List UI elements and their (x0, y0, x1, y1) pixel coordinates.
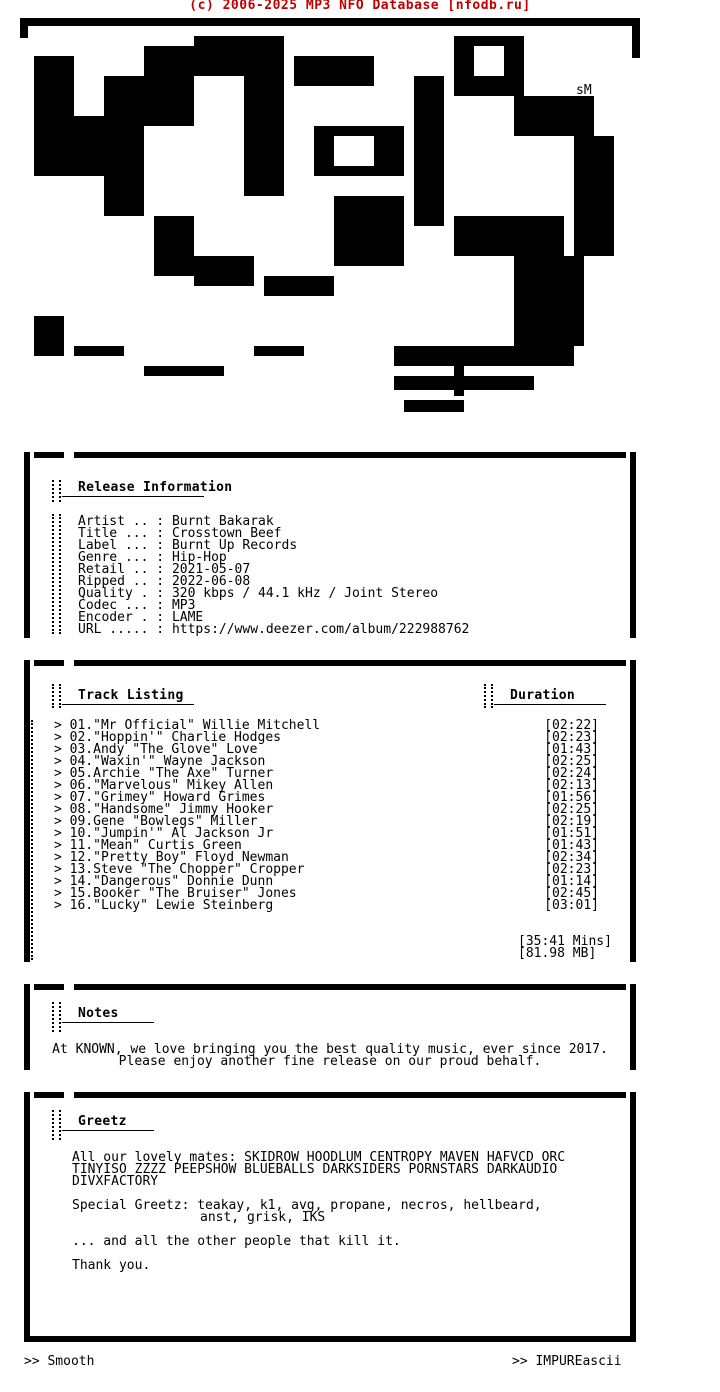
track-duration: [02:13] (544, 778, 599, 793)
track-duration: [02:23] (544, 730, 599, 745)
duration-heading: Duration (510, 688, 576, 703)
notes-line-1: At KNOWN, we love bringing you the best quality music, ever since 2017. (52, 1042, 608, 1057)
copyright-banner: (c) 2006-2025 MP3 NFO Database [nfodb.ru] (189, 0, 531, 13)
footer-credit-left: >> Smooth (24, 1354, 95, 1369)
ascii-art-logo (14, 16, 644, 446)
track-row: > 09.Gene "Bowlegs" Miller [02:19] (54, 814, 599, 829)
greetz-section (24, 1092, 636, 1342)
track-title: 13.Steve "The Chopper" Cropper (69, 862, 305, 877)
release-field-key: Genre ... (78, 550, 149, 565)
track-title: 16."Lucky" Lewie Steinberg (69, 898, 274, 913)
track-title: 15.Booker "The Bruiser" Jones (69, 886, 297, 901)
release-field-key: Ripped .. (78, 574, 149, 589)
track-duration: [01:51] (544, 826, 599, 841)
notes-section (24, 984, 636, 1070)
track-duration: [02:45] (544, 886, 599, 901)
track-duration: [01:14] (544, 874, 599, 889)
release-info-heading: Release Information (78, 480, 233, 495)
track-title: 05.Archie "The Axe" Turner (69, 766, 274, 781)
release-field: Encoder . : LAME (78, 610, 204, 625)
track-row: > 15.Booker "The Bruiser" Jones [02:45] (54, 886, 599, 901)
track-duration: [01:43] (544, 742, 599, 757)
track-row: > 03.Andy "The Glove" Love [01:43] (54, 742, 599, 757)
track-duration: [02:34] (544, 850, 599, 865)
release-field: Retail .. : 2021-05-07 (78, 562, 251, 577)
release-field: Codec ... : MP3 (78, 598, 196, 613)
track-title: 14."Dangerous" Donnie Dunn (69, 874, 274, 889)
track-duration: [02:19] (544, 814, 599, 829)
track-duration: [02:25] (544, 802, 599, 817)
track-row: > 07."Grimey" Howard Grimes [01:56] (54, 790, 599, 805)
track-row: > 02."Hoppin'" Charlie Hodges [02:23] (54, 730, 599, 745)
release-field: Title ... : Crosstown Beef (78, 526, 282, 541)
track-row: > 10."Jumpin'" Al Jackson Jr [01:51] (54, 826, 599, 841)
track-listing-heading: Track Listing (78, 688, 184, 703)
logo-tag: sM (576, 83, 592, 98)
track-title: 06."Marvelous" Mikey Allen (69, 778, 274, 793)
track-duration: [02:24] (544, 766, 599, 781)
greetz-others: ... and all the other people that kill it. (72, 1234, 401, 1249)
release-field-key: Encoder . (78, 610, 149, 625)
track-title: 03.Andy "The Glove" Love (69, 742, 258, 757)
release-field-value: 2021-05-07 (171, 562, 251, 577)
track-title: 07."Grimey" Howard Grimes (69, 790, 266, 805)
track-row: > 04."Waxin'" Wayne Jackson [02:25] (54, 754, 599, 769)
track-row: > 06."Marvelous" Mikey Allen [02:13] (54, 778, 599, 793)
track-duration: [02:23] (544, 862, 599, 877)
greetz-special-line-2: anst, grisk, IKS (200, 1210, 326, 1225)
release-field-value: 320 kbps / 44.1 kHz / Joint Stereo (171, 586, 439, 601)
notes-heading: Notes (78, 1006, 119, 1021)
track-title: 08."Handsome" Jimmy Hooker (69, 802, 274, 817)
track-row: > 13.Steve "The Chopper" Cropper [02:23] (54, 862, 599, 877)
track-title: 04."Waxin'" Wayne Jackson (69, 754, 266, 769)
release-field-key: Quality . (78, 586, 149, 601)
track-title: 10."Jumpin'" Al Jackson Jr (69, 826, 274, 841)
release-info-section (24, 452, 636, 638)
notes-line-2: Please enjoy another fine release on our proud behalf. (118, 1054, 542, 1069)
track-listing-section (24, 660, 636, 962)
track-row: > 08."Handsome" Jimmy Hooker [02:25] (54, 802, 599, 817)
track-duration: [02:22] (544, 718, 599, 733)
release-field: Genre ... : Hip-Hop (78, 550, 227, 565)
release-field-key: Label ... (78, 538, 149, 553)
greetz-mates-line-2: TINYISO ZZZZ PEEPSHOW BLUEBALLS DARKSIDERS PORNSTARS DARKAUDIO (72, 1162, 558, 1177)
greetz-thanks: Thank you. (72, 1258, 151, 1273)
release-field-key: Title ... (78, 526, 149, 541)
greetz-mates-line-1: All our lovely mates: SKIDROW HOODLUM CENTROPY MAVEN HAFVCD ORC (72, 1150, 566, 1165)
greetz-heading: Greetz (78, 1114, 127, 1129)
release-field: Artist .. : Burnt Bakarak (78, 514, 274, 529)
release-field-key: Artist .. (78, 514, 149, 529)
greetz-special-line-1: Special Greetz: teakay, k1, avg, propane, necros, hellbeard, (72, 1198, 542, 1213)
release-field-value: Crosstown Beef (171, 526, 282, 541)
total-time: [35:41 Mins] (518, 934, 612, 949)
release-field-value: Burnt Bakarak (171, 514, 274, 529)
release-field-value: 2022-06-08 (171, 574, 251, 589)
track-title: 09.Gene "Bowlegs" Miller (69, 814, 258, 829)
track-title: 11."Mean" Curtis Green (69, 838, 242, 853)
track-row: > 12."Pretty Boy" Floyd Newman [02:34] (54, 850, 599, 865)
release-field-value: MP3 (171, 598, 196, 613)
release-field: Ripped .. : 2022-06-08 (78, 574, 251, 589)
track-title: 12."Pretty Boy" Floyd Newman (69, 850, 289, 865)
release-field-value: Hip-Hop (171, 550, 227, 565)
track-row: > 05.Archie "The Axe" Turner [02:24] (54, 766, 599, 781)
total-size: [81.98 MB] (518, 946, 597, 961)
release-field-value: LAME (171, 610, 204, 625)
release-field-value: Burnt Up Records (171, 538, 298, 553)
track-duration: [03:01] (544, 898, 599, 913)
release-field: Label ... : Burnt Up Records (78, 538, 298, 553)
track-row: > 14."Dangerous" Donnie Dunn [01:14] (54, 874, 599, 889)
greetz-mates-line-3: DIVXFACTORY (72, 1174, 159, 1189)
release-field-key: URL ..... (78, 622, 149, 637)
footer-credit-right: >> IMPUREascii (512, 1354, 622, 1369)
track-duration: [01:56] (544, 790, 599, 805)
track-row: > 01."Mr Official" Willie Mitchell [02:22] (54, 718, 599, 733)
track-title: 01."Mr Official" Willie Mitchell (69, 718, 321, 733)
release-field: URL ..... : https://www.deezer.com/album/222988762 (78, 622, 470, 637)
release-field-key: Retail .. (78, 562, 149, 577)
track-duration: [02:25] (544, 754, 599, 769)
track-duration: [01:43] (544, 838, 599, 853)
release-field-value: https://www.deezer.com/album/222988762 (171, 622, 470, 637)
track-title: 02."Hoppin'" Charlie Hodges (69, 730, 281, 745)
release-field: Quality . : 320 kbps / 44.1 kHz / Joint Stereo (78, 586, 439, 601)
track-row: > 16."Lucky" Lewie Steinberg [03:01] (54, 898, 599, 913)
track-row: > 11."Mean" Curtis Green [01:43] (54, 838, 599, 853)
release-field-key: Codec ... (78, 598, 149, 613)
